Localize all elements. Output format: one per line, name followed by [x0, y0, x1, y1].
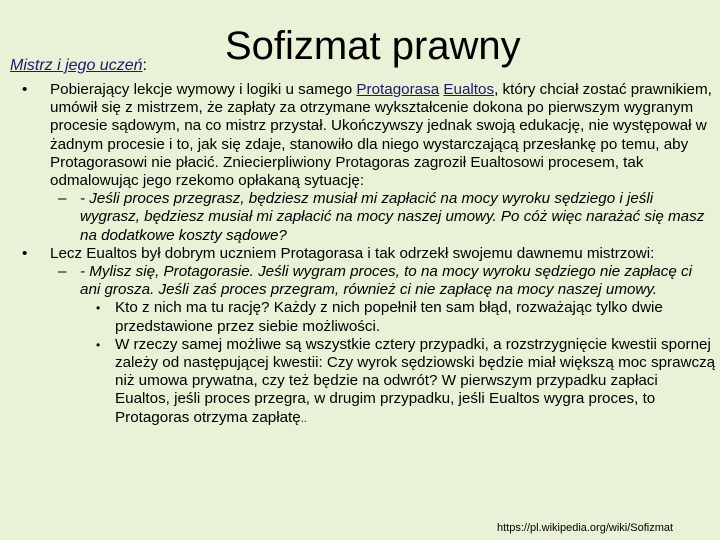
bullet-2-text: Lecz Eualtos był dobrym uczniem Protagorasa i tak odrzekł swojemu dawnemu mistrzowi:: [50, 244, 655, 262]
slide-title: Sofizmat prawny: [225, 24, 521, 68]
bullet-marker: •: [22, 244, 28, 262]
eualtos-link[interactable]: Eualtos: [443, 81, 495, 98]
slide-subtitle: [10, 56, 147, 76]
source-url[interactable]: https://pl.wikipedia.org/wiki/Sofizmat: [497, 522, 674, 534]
subtitle-colon: :: [142, 57, 147, 74]
sub-bullet-item-2: [0, 336, 716, 428]
sub-bullet-1-text: Kto z nich ma tu rację? Każdy z nich popełnił ten sam błąd, rozważając tylko dwie przedstawione przez siebie możliwości.: [115, 299, 663, 335]
sub-bullet-2-tail: ..: [300, 412, 307, 425]
bullet-marker: •: [22, 81, 28, 98]
slide-content: [0, 81, 716, 428]
bullet-item-2: [0, 245, 716, 263]
protagoras-link[interactable]: Protagorasa: [356, 81, 440, 98]
quote-item-2: [0, 263, 716, 299]
subtitle-underlined: Mistrz i jego uczeń: [10, 57, 143, 74]
sub-bullet-marker: •: [96, 301, 101, 316]
bullet-1-text-before: Pobierający lekcje wymowy i logiki u samego: [50, 81, 357, 98]
quote-2-text: - Mylisz się, Protagorasie. Jeśli wygram proces, to na mocy wyroku sędziego nie zapłacę ci ani grosza. Jeśli zaś proces przegram, również ci nie zapłacę na mocy naszej umowy.: [80, 263, 692, 299]
quote-item-1: [0, 190, 716, 245]
sub-bullet-item-1: [0, 299, 716, 335]
quote-1-text: - Jeśli proces przegrasz, będziesz musiał mi zapłacić na mocy wyroku sędziego i jeśli wygrasz, będziesz musiał mi zapłacić na mocy naszej umowy. Po cóż więc narażać się masz na dodatkowe koszty sądowe?: [80, 190, 705, 244]
sub-bullet-marker: •: [96, 337, 101, 352]
dash-marker: –: [58, 190, 67, 208]
dash-marker: –: [58, 263, 67, 281]
bullet-item-1: [0, 81, 716, 190]
sub-bullet-2-text: W rzeczy samej możliwe są wszystkie cztery przypadki, a rozstrzygnięcie kwestii spornej zależy od następującej kwestii: Czy wyrok sędziowski będzie miał większą moc sprawczą niż umowa prywatna, czy też będzie na odwrót? W pierwszym przypadku zapłaci Eualtos, jeśli proces przegra, w drugim przypadku, jeśli Eualtos wygra proces, to Protagoras otrzyma zapłatę: [115, 335, 716, 426]
bullet-1-text-after: , który chciał zostać prawnikiem, umówił się z mistrzem, że zapłaty za otrzymane wykształcenie dokona po pierwszym wygranym procesie sądowym, na co mistrz przystał. Ukończywszy jednak swoją edukację, nie występował w żadnym procesie i to, jak się zdaje, stanowiło dla niego wystarczającą przesłankę po temu, aby Protagorasowi nie płacić. Zniecierpliwiony Protagoras zagroził Eualtosowi procesem, tak odmalowując jego rzekomo opłakaną sytuację:: [50, 81, 712, 190]
